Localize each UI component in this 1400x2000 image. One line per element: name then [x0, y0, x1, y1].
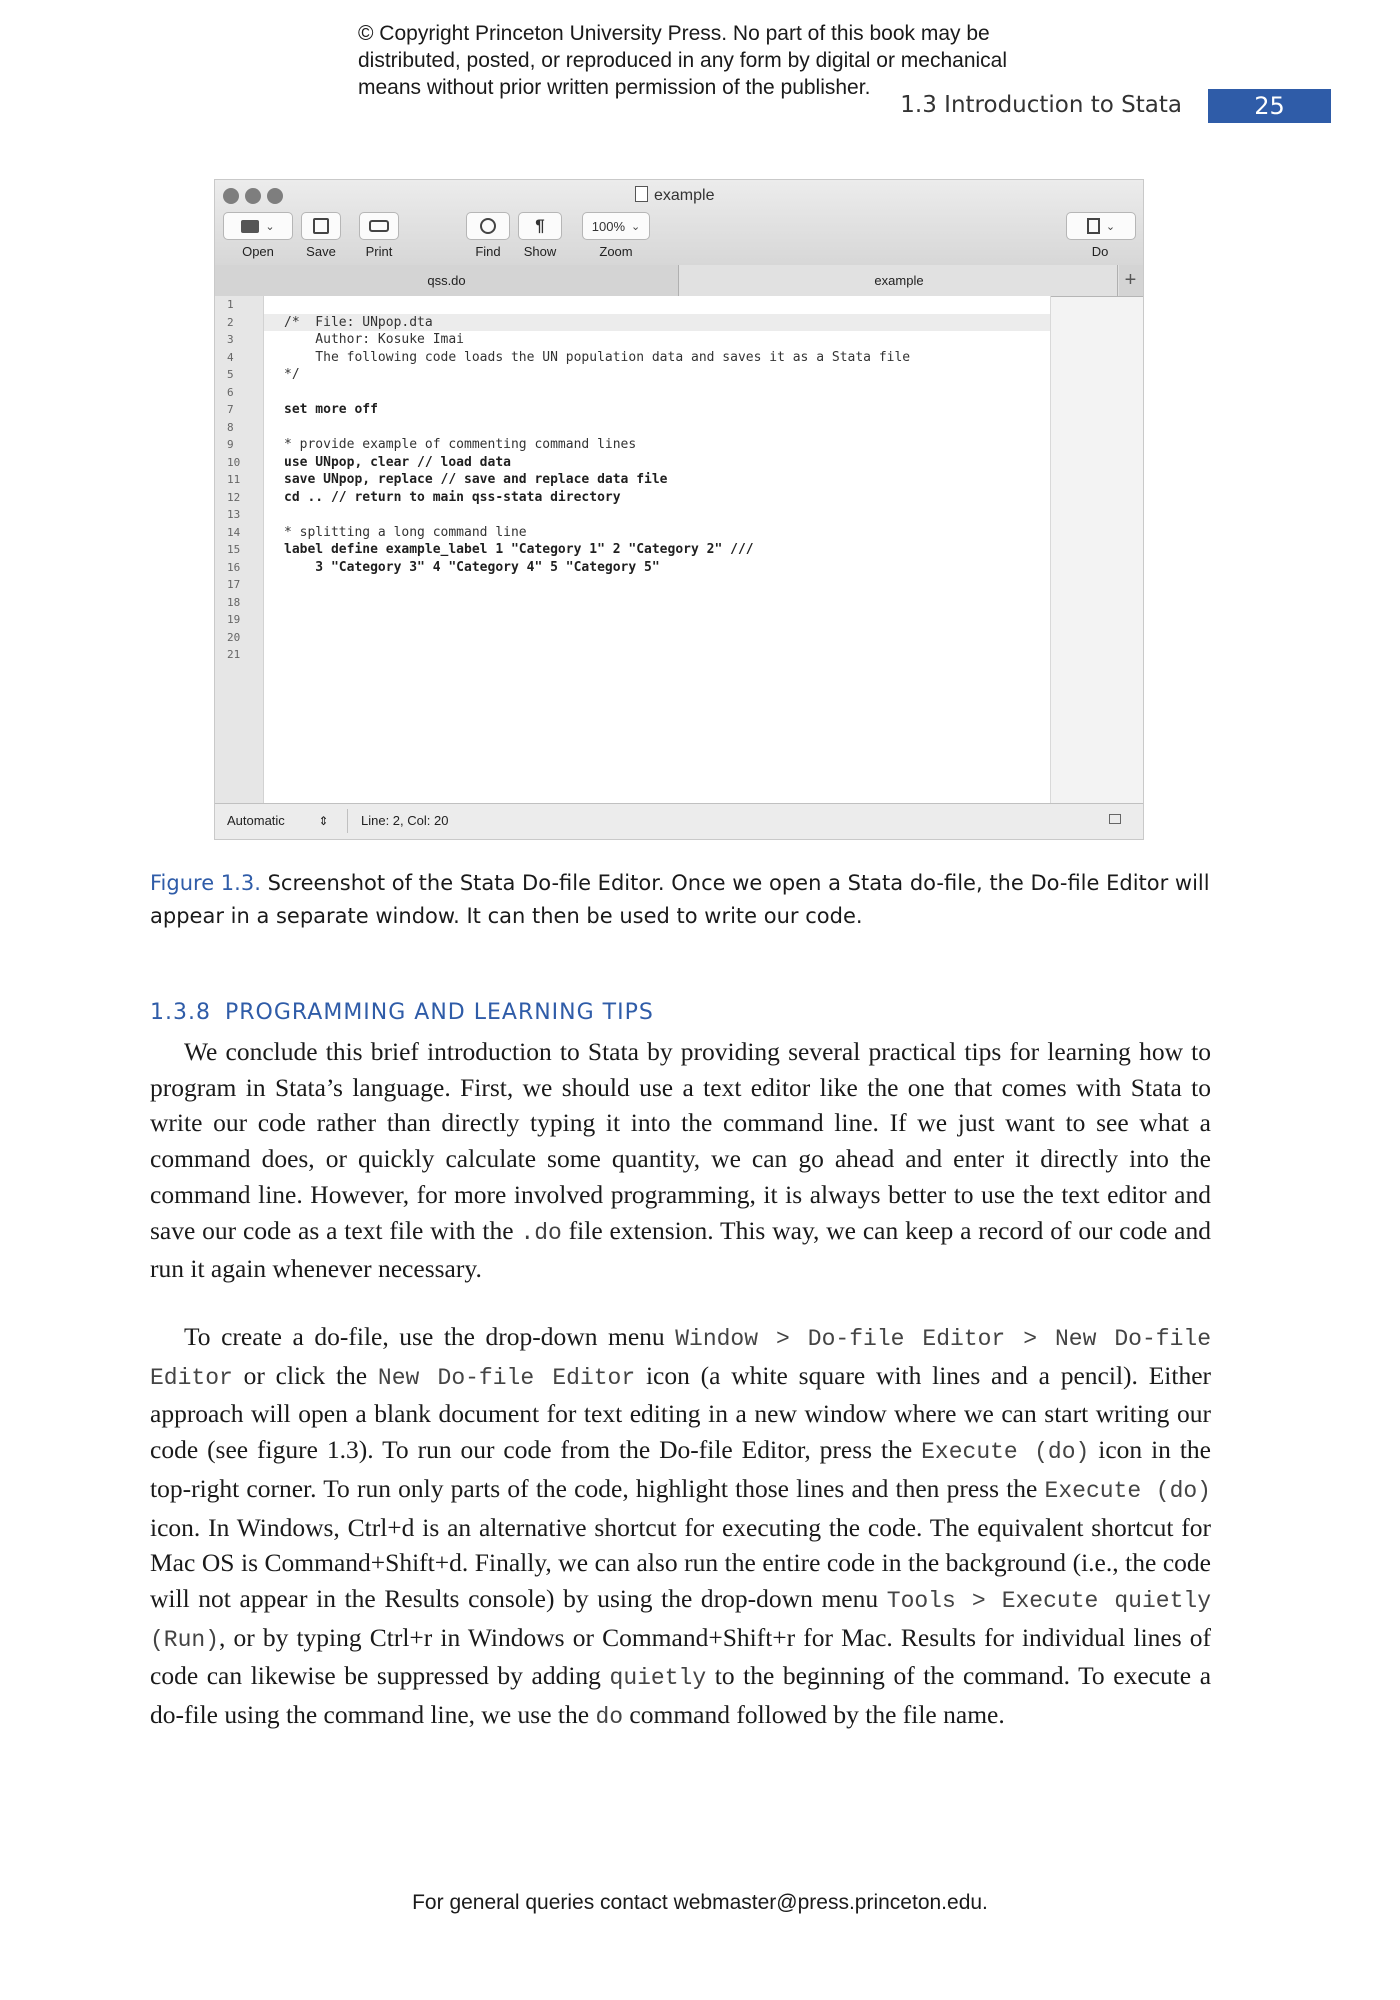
code-line[interactable]: cd .. // return to main qss-stata directory	[284, 489, 621, 505]
line-number: 2	[227, 315, 234, 329]
section-title: PROGRAMMING AND LEARNING TIPS	[224, 1000, 654, 1025]
line-number: 14	[227, 525, 241, 539]
code-line[interactable]: /* File: UNpop.dta	[264, 314, 1050, 332]
zoom-value: 100%	[591, 218, 626, 234]
open-button[interactable]	[223, 212, 293, 240]
code-line[interactable]: label define example_label 1 "Category 1" 2 "Category 2" ///	[284, 542, 754, 557]
minimize-window-icon[interactable]	[245, 188, 261, 204]
code-line[interactable]: 3 "Category 3" 4 "Category 4" 5 "Category 5"	[284, 559, 660, 575]
line-number: 11	[227, 473, 241, 486]
code-line[interactable]: * splitting a long command line	[284, 524, 527, 540]
paragraph-text: or click the	[232, 1360, 378, 1390]
code-line[interactable]	[264, 419, 1050, 437]
copyright-line: means without prior written permission of the publisher.	[358, 76, 871, 99]
code-span: Execute (do)	[921, 1439, 1090, 1466]
footer-contact: For general queries contact webmaster@press.princeton.edu.	[412, 1891, 988, 1914]
editor-status-bar	[215, 803, 1143, 839]
line-number: 21	[227, 648, 241, 661]
copyright-line: distributed, posted, or reproduced in any form by digital or mechanical	[358, 49, 1008, 72]
tab-example[interactable]: example	[679, 265, 1119, 296]
page-number: 25	[1208, 89, 1331, 123]
code-span: quietly	[609, 1665, 707, 1692]
close-window-icon[interactable]	[223, 188, 239, 204]
updown-arrows-icon: ⇕	[318, 814, 329, 828]
copyright-line: © Copyright Princeton University Press. No part of this book may be	[358, 22, 990, 45]
chevron-down-icon: ⌄	[265, 220, 275, 233]
save-icon	[313, 218, 329, 234]
syntax-mode-value: Automatic	[227, 813, 285, 828]
line-number: 9	[227, 438, 234, 451]
zoom-window-icon[interactable]	[267, 188, 283, 204]
paragraph	[150, 1034, 1211, 1287]
caption-text: Screenshot of the Stata Do-file Editor. Once we open a Stata do-file, the Do-file Editor will appear in a separate window. It can then be used to write our code.	[150, 871, 1210, 928]
paragraph-text: to the beginning of the command. To execute a do-file using the command line, we use the	[150, 1661, 1212, 1730]
code-line[interactable]: */	[284, 367, 300, 382]
code-span: Window > Do-file Editor > New Do-file Editor	[150, 1326, 1211, 1391]
editor-titlebar	[215, 180, 1143, 266]
do-label: Do	[1091, 244, 1109, 259]
line-number-gutter	[215, 296, 264, 806]
open-label: Open	[242, 244, 274, 259]
line-number: 10	[227, 455, 241, 469]
window-title-text: example	[654, 187, 715, 204]
do-file-editor-screenshot	[214, 179, 1144, 840]
paragraph	[150, 1319, 1211, 1736]
code-line[interactable]	[264, 506, 1050, 524]
paragraph-text: icon (a white square with lines and a pencil). Either approach will open a blank document for text editing in a new window where we can start writing our code (see figure 1.3). To run our code from the Do-file Editor, press the	[150, 1360, 1212, 1465]
code-line[interactable]	[264, 384, 1050, 402]
code-line[interactable]: Author: Kosuke Imai	[284, 332, 465, 347]
code-editor-area[interactable]	[264, 296, 1051, 806]
panel-toggle-icon[interactable]	[1109, 814, 1121, 824]
code-span: do	[595, 1704, 624, 1731]
show-button[interactable]	[518, 212, 562, 240]
code-line[interactable]	[264, 611, 1050, 629]
line-number: 15	[227, 543, 241, 556]
paragraph-text: , or by typing Ctrl+r in Windows or Command+Shift+r for Mac. Results for individual lines of code can likewise be suppressed by adding	[150, 1622, 1211, 1691]
print-label: Print	[365, 244, 393, 259]
line-number: 4	[227, 350, 234, 364]
printer-icon	[369, 220, 389, 232]
code-span: Tools > Execute quietly (Run)	[150, 1587, 1211, 1653]
paragraph-text: command followed by the file name.	[623, 1700, 1005, 1730]
code-line[interactable]: save UNpop, replace // save and replace data file	[284, 472, 668, 487]
code-line[interactable]: set more off	[284, 402, 378, 417]
chevron-down-icon: ⌄	[1105, 220, 1116, 233]
figure-label: Figure 1.3.	[150, 871, 261, 895]
print-button[interactable]	[359, 212, 399, 240]
line-number: 16	[227, 560, 241, 574]
line-number: 7	[227, 403, 234, 416]
document-icon	[635, 186, 648, 202]
code-line[interactable]	[264, 594, 1050, 612]
show-label: Show	[523, 244, 557, 259]
pilcrow-icon: ¶	[535, 216, 545, 235]
paragraph-text: To create a do-file, use the drop-down menu	[184, 1322, 676, 1351]
find-button[interactable]	[466, 212, 510, 240]
syntax-mode-select[interactable]	[227, 813, 329, 828]
execute-do-button[interactable]	[1066, 212, 1136, 240]
section-number: 1.3.8	[150, 1000, 211, 1025]
zoom-label: Zoom	[599, 244, 633, 259]
find-label: Find	[475, 244, 501, 259]
running-head: 1.3 Introduction to Stata	[900, 92, 1182, 118]
code-line[interactable]: use UNpop, clear // load data	[284, 454, 511, 470]
line-number: 3	[227, 333, 234, 346]
editor-tab-bar	[215, 265, 1143, 297]
code-line[interactable]	[264, 629, 1050, 647]
code-line[interactable]: The following code loads the UN population data and saves it as a Stata file	[284, 349, 911, 365]
folder-icon	[241, 220, 259, 233]
line-number: 6	[227, 385, 234, 399]
code-line[interactable]	[264, 646, 1050, 664]
window-title	[635, 186, 714, 205]
line-number: 1	[227, 298, 234, 311]
search-icon	[480, 218, 496, 234]
line-number: 17	[227, 578, 241, 591]
figure-caption	[150, 867, 1210, 933]
cursor-position: Line: 2, Col: 20	[361, 813, 449, 828]
section-heading	[150, 1000, 654, 1025]
code-span: New Do-file Editor	[377, 1364, 636, 1391]
paragraph-text: We conclude this brief introduction to Stata by providing several practical tips for learning how to program in Stata’s language. First, we should use a text editor like the one that comes with Stata to write our code rather than directly typing it into the command line. If we just want to see what a command does, or quickly calculate some quantity, we can go ahead and enter it directly into the command line. However, for more involved programming, it is always better to use the text editor and save our code as a text file with the	[150, 1037, 1211, 1245]
paragraph-text: file extension. This way, we can keep a record of our code and run it again whenever necessary.	[150, 1215, 1211, 1284]
save-label: Save	[306, 244, 336, 259]
paragraph-text: icon. In Windows, Ctrl+d is an alternative shortcut for executing the code. The equivalent shortcut for Mac OS is Command+Shift+d. Finally, we can also run the entire code in the background (i.e., the code will not appear in the Results console) by using the drop-down menu	[150, 1512, 1211, 1613]
line-number: 8	[227, 420, 234, 434]
paragraph-text: icon in the top-right corner. To run only parts of the code, highlight those lines and then press the	[150, 1435, 1211, 1503]
line-number: 18	[227, 595, 241, 609]
code-span: Execute (do)	[1044, 1477, 1211, 1504]
status-divider	[347, 809, 348, 833]
copyright-notice	[358, 20, 1078, 101]
execute-do-icon	[1087, 218, 1100, 234]
tab-qss-do[interactable]: qss.do	[215, 265, 679, 296]
line-number: 20	[227, 630, 241, 644]
chevron-down-icon: ⌄	[631, 220, 641, 233]
code-line[interactable]	[264, 576, 1050, 594]
code-line[interactable]	[264, 296, 1050, 314]
line-number: 12	[227, 490, 241, 504]
line-number: 5	[227, 368, 234, 381]
save-button[interactable]	[301, 212, 341, 240]
code-line[interactable]: * provide example of commenting command lines	[284, 437, 637, 452]
line-number: 19	[227, 613, 241, 626]
line-number: 13	[227, 508, 241, 521]
code-span: .do	[520, 1219, 562, 1246]
zoom-select[interactable]	[582, 212, 650, 240]
add-tab-icon[interactable]: +	[1117, 265, 1143, 296]
